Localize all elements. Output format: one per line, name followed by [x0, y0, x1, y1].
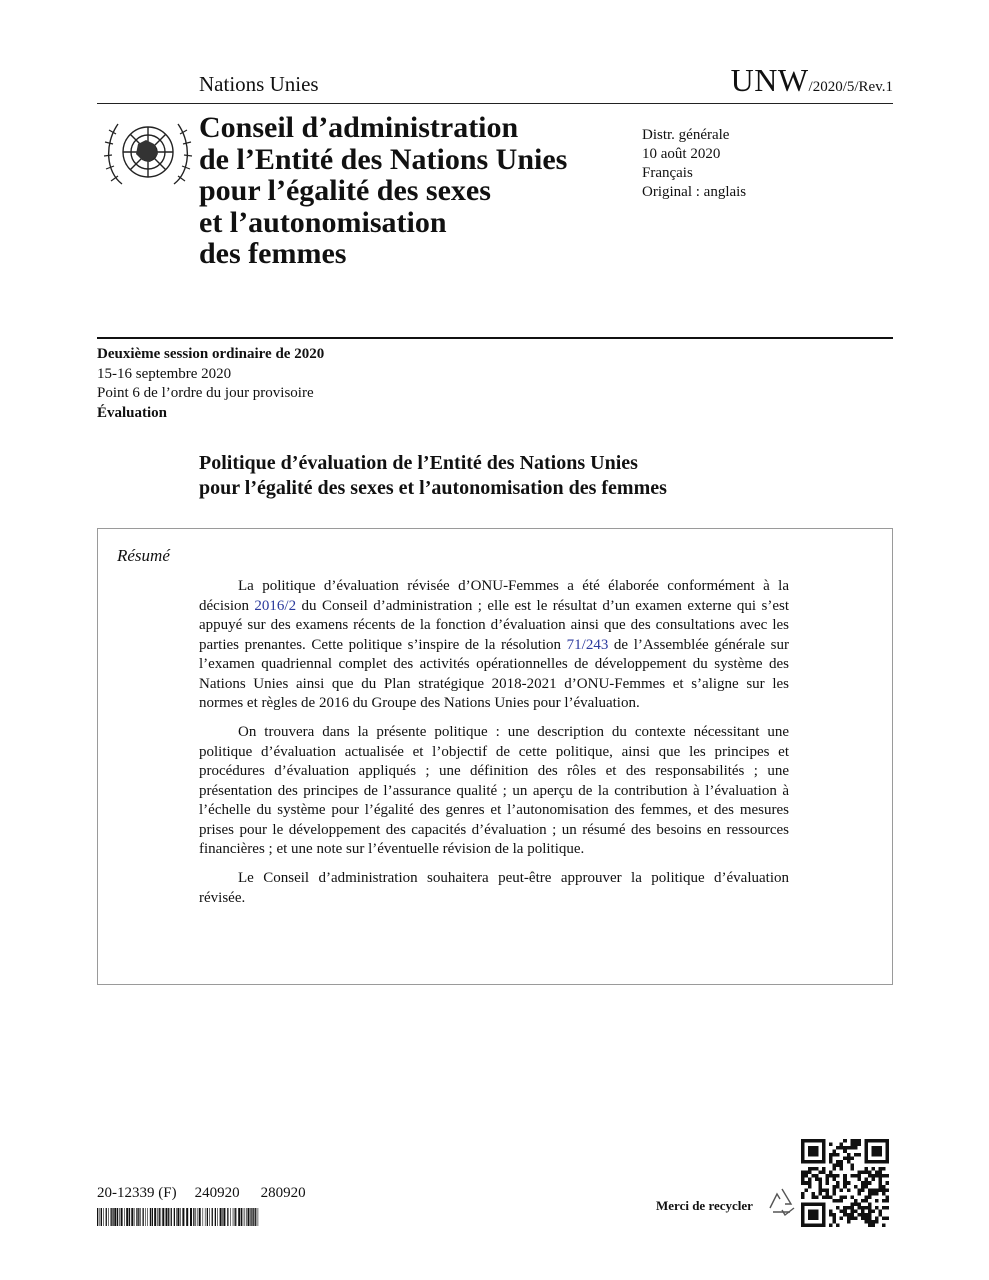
section-rule	[97, 337, 893, 339]
council-line-5: des femmes	[199, 237, 347, 270]
agenda-item: Point 6 de l’ordre du jour provisoire	[97, 385, 314, 401]
job-number-line	[97, 1185, 306, 1202]
council-line-2: de l’Entité des Nations Unies	[199, 142, 568, 176]
recycle-text: Merci de recycler	[656, 1198, 753, 1213]
summary-p1-text-a: La politique d’évaluation révisée d’ONU-Femmes a été élaborée conformément à la décision	[199, 578, 789, 614]
symbol-suffix: /2020/5/Rev.1	[808, 79, 893, 95]
decision-link[interactable]: 2016/2	[254, 597, 297, 614]
session-info	[97, 345, 324, 423]
summary-paragraph-3: Le Conseil d’administration souhaitera peut-être approuver la politique d’évaluation révisée.	[199, 870, 789, 906]
distribution-language: Français	[642, 165, 693, 181]
distribution-original: Original : anglais	[642, 184, 747, 200]
symbol-main: UNW	[730, 62, 809, 98]
summary-paragraph-1	[199, 577, 789, 714]
title-line-1: Politique d’évaluation de l’Entité des Nations Unies	[199, 452, 638, 474]
council-line-1: Conseil d’administration	[199, 111, 519, 144]
council-line-4: et l’autonomisation	[199, 205, 447, 239]
distribution-type: Distr. générale	[642, 127, 730, 143]
un-emblem-icon	[102, 114, 194, 192]
session-dates: 15-16 septembre 2020	[97, 365, 232, 382]
barcode	[97, 1208, 260, 1226]
document-symbol	[731, 62, 893, 99]
issue-date: 240920	[194, 1185, 240, 1201]
print-date: 280920	[260, 1185, 306, 1201]
qr-code	[801, 1139, 889, 1227]
distribution-block	[642, 126, 746, 202]
session-name: Deuxième session ordinaire de 2020	[97, 346, 325, 362]
resolution-link[interactable]: 71/243	[566, 636, 609, 653]
organization-name: Nations Unies	[199, 72, 319, 96]
council-name	[199, 112, 609, 270]
job-number: 20-12339 (F)	[97, 1185, 177, 1201]
summary-p1-text-b: du Conseil d’administration ; elle est le résultat d’un examen externe qui s’est appuyé sur des examens récents de la fonction d’évaluation ainsi que des consultations avec les parties prenantes. Cette politique s’inspire de la résolution	[199, 597, 789, 653]
summary-body	[199, 577, 789, 918]
council-line-3: pour l’égalité des sexes	[199, 174, 491, 207]
summary-paragraph-2: On trouvera dans la présente politique : une description du contexte nécessitant une politique d’évaluation actualisée et l’objectif de cette politique, ainsi que les principes et procédures d’évaluation appliqués ; une définition des rôles et des responsabilités ; une présentation des principes de l’assurance qualité ; un aperçu de la contribution à l’évaluation à l’échelle du système pour l’égalité des genres et l’autonomisation des femmes, et des mesures prises pour le développement des capacités d’évaluation ; un résumé des besoins en ressources financières ; et une note sur l’éventuelle révision de la politique.	[199, 724, 789, 857]
agenda-topic: Évaluation	[97, 404, 168, 421]
recycle-icon	[764, 1186, 800, 1218]
summary-p1-text-c: de l’Assemblée générale sur l’examen quadriennal complet des activités opérationnelles de développement du système des Nations Unies ainsi que du Plan stratégique 2018-2021 d’ONU-Femmes et s’aligne sur les normes et règles de 2016 du Groupe des Nations Unies pour l’évaluation.	[199, 636, 790, 711]
distribution-date: 10 août 2020	[642, 146, 721, 162]
title-line-2: pour l’égalité des sexes et l’autonomisation des femmes	[199, 477, 667, 499]
header-rule	[97, 103, 893, 104]
document-title	[199, 451, 839, 501]
summary-heading: Résumé	[117, 546, 170, 565]
